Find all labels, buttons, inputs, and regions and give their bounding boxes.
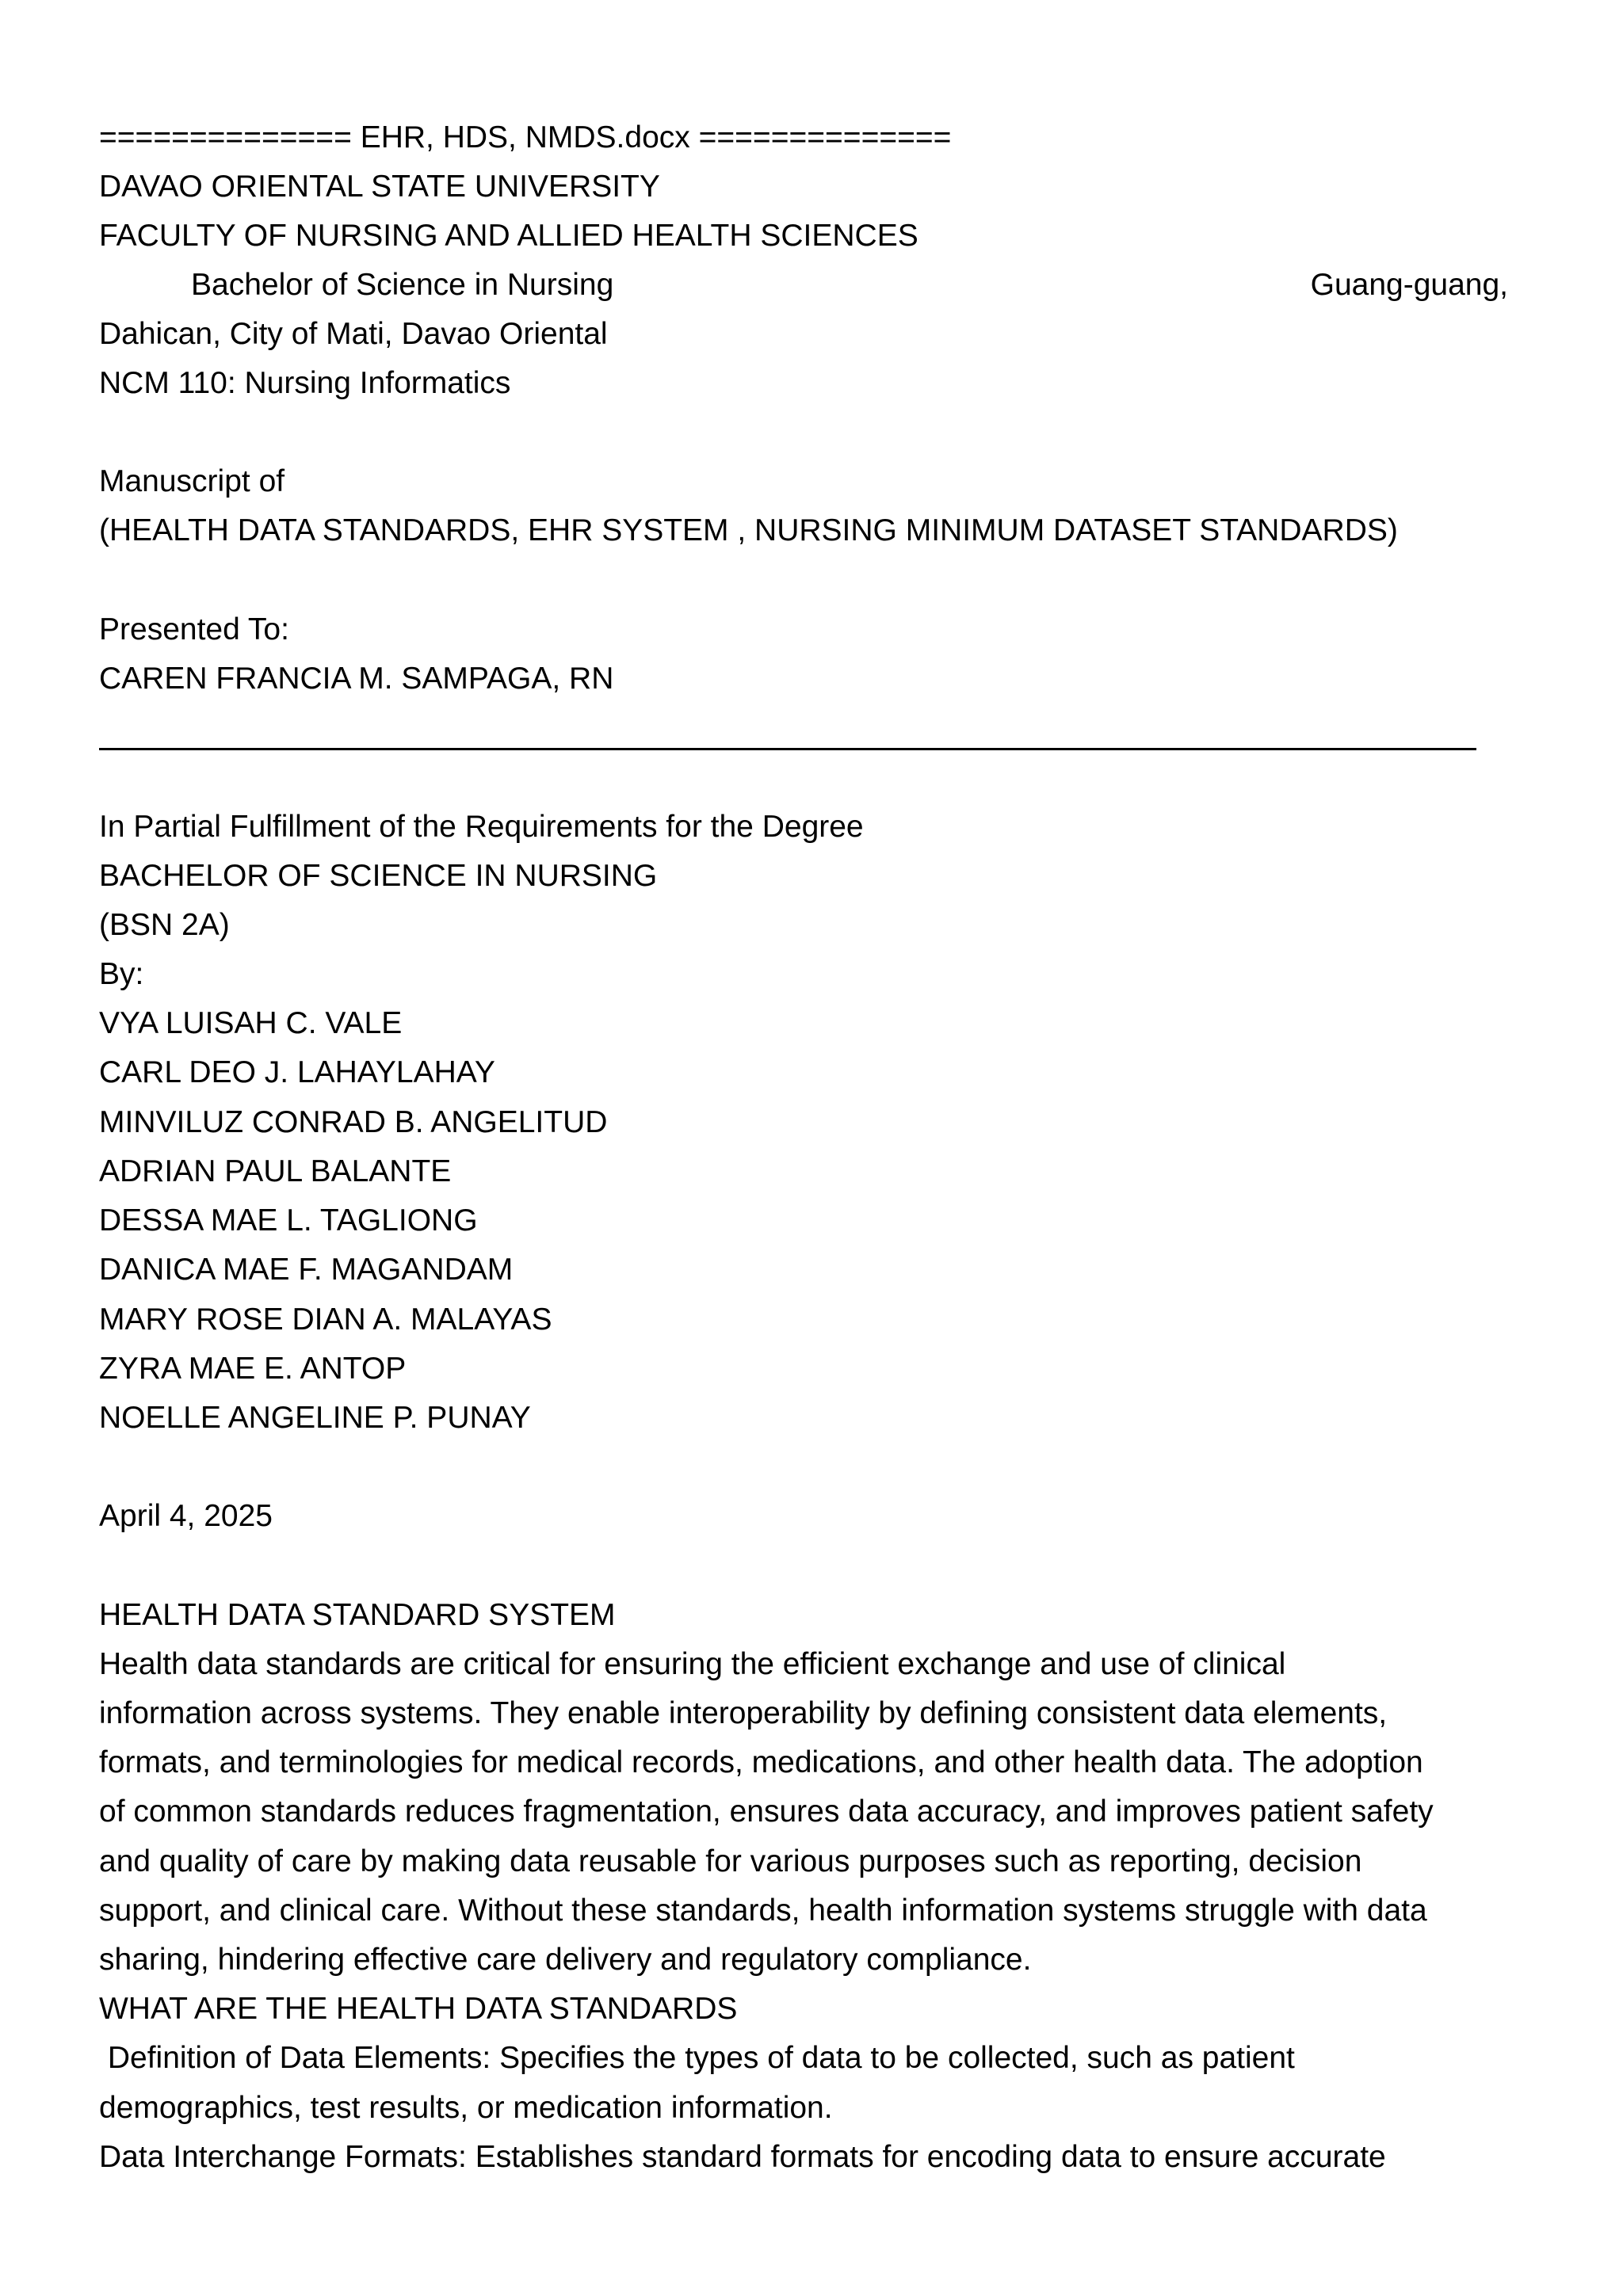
document-date: April 4, 2025 — [99, 1499, 273, 1533]
author-name: MARY ROSE DIAN A. MALAYAS — [99, 1302, 552, 1337]
presented-to-label: Presented To: — [99, 612, 289, 646]
program-name: Bachelor of Science in Nursing — [191, 268, 614, 302]
paragraph-line: Health data standards are critical for ensuring the efficient exchange and use of clinical — [99, 1647, 1286, 1681]
fulfillment-statement: In Partial Fulfillment of the Requirements for the Degree — [99, 810, 864, 844]
author-name: MINVILUZ CONRAD B. ANGELITUD — [99, 1105, 608, 1139]
paragraph-line: and quality of care by making data reusable for various purposes such as reporting, decision — [99, 1844, 1362, 1878]
presented-to-name: CAREN FRANCIA M. SAMPAGA, RN — [99, 662, 614, 696]
paragraph-line: sharing, hindering effective care delivery and regulatory compliance. — [99, 1943, 1032, 1977]
paragraph-line: formats, and terminologies for medical records, medications, and other health data. The adoption — [99, 1745, 1423, 1779]
address-line-2: Dahican, City of Mati, Davao Oriental — [99, 317, 608, 351]
author-name: DESSA MAE L. TAGLIONG — [99, 1203, 478, 1238]
author-name: CARL DEO J. LAHAYLAHAY — [99, 1055, 495, 1089]
degree-name: BACHELOR OF SCIENCE IN NURSING — [99, 859, 658, 893]
author-name: ZYRA MAE E. ANTOP — [99, 1352, 407, 1386]
address-line-1: Guang-guang, — [1310, 268, 1508, 302]
course-title: NCM 110: Nursing Informatics — [99, 366, 511, 400]
faculty-name: FACULTY OF NURSING AND ALLIED HEALTH SCIENCES — [99, 219, 918, 253]
paragraph-line: support, and clinical care. Without these standards, health information systems struggle with data — [99, 1894, 1427, 1928]
section-heading: HEALTH DATA STANDARD SYSTEM — [99, 1598, 616, 1632]
author-name: VYA LUISAH C. VALE — [99, 1006, 403, 1040]
manuscript-title: (HEALTH DATA STANDARDS, EHR SYSTEM , NURSING MINIMUM DATASET STANDARDS) — [99, 513, 1398, 547]
horizontal-rule — [99, 748, 1476, 750]
list-item-line: Definition of Data Elements: Specifies the types of data to be collected, such as patient — [99, 2041, 1295, 2075]
paragraph-line: of common standards reduces fragmentation, ensures data accuracy, and improves patient safety — [99, 1794, 1434, 1829]
author-name: NOELLE ANGELINE P. PUNAY — [99, 1401, 531, 1435]
paragraph-line: information across systems. They enable interoperability by defining consistent data elements, — [99, 1696, 1388, 1730]
by-label: By: — [99, 957, 144, 991]
university-name: DAVAO ORIENTAL STATE UNIVERSITY — [99, 170, 660, 204]
section-label: (BSN 2A) — [99, 908, 230, 942]
list-item-line: Data Interchange Formats: Establishes standard formats for encoding data to ensure accurate — [99, 2140, 1386, 2174]
author-name: ADRIAN PAUL BALANTE — [99, 1154, 452, 1188]
manuscript-label: Manuscript of — [99, 464, 285, 498]
subsection-heading: WHAT ARE THE HEALTH DATA STANDARDS — [99, 1992, 738, 2026]
author-name: DANICA MAE F. MAGANDAM — [99, 1253, 514, 1287]
file-banner: ============== EHR, HDS, NMDS.docx ============== — [99, 120, 952, 154]
list-item-line: demographics, test results, or medication information. — [99, 2091, 833, 2125]
